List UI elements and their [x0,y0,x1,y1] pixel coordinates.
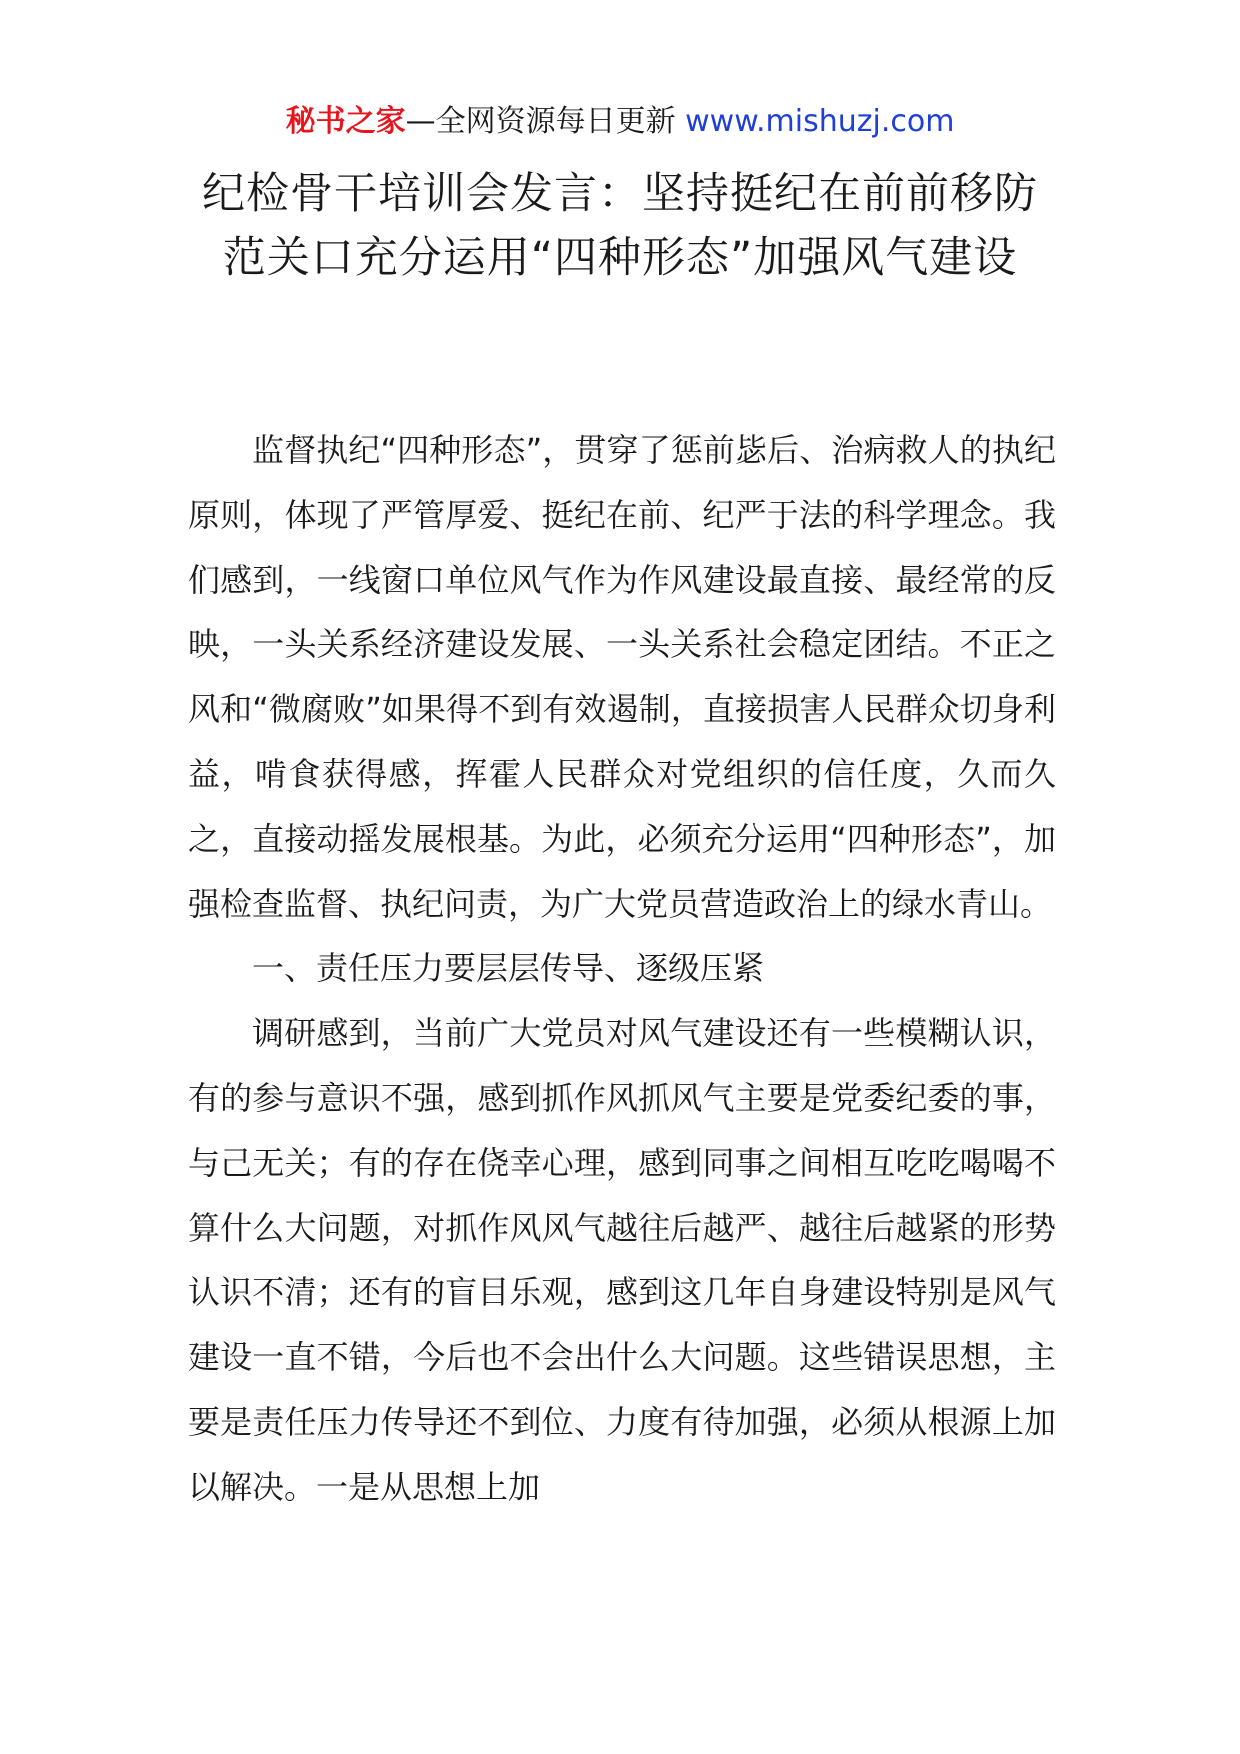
intro-paragraph: 监督执纪“四种形态”，贯穿了惩前毖后、治病救人的执纪原则，体现了严管厚爱、挺纪在前、纪严于法的科学理念。我们感到，一线窗口单位风气作为作风建设最直接、最经常的反映，一头关系经济建设发展、一头关系社会稳定团结。不正之风和“微腐败”如果得不到有效遏制，直接损害人民群众切身利益，啃食获得感，挥霍人民群众对党组织的信任度，久而久之，直接动摇发展根基。为此，必须充分运用“四种形态”，加强检查监督、执纪问责，为广大党员营造政治上的绿水青山。 [188,431,1056,923]
site-url-link[interactable]: www.mishuzj.com [685,104,955,139]
document-body [188,418,1056,1520]
section-paragraph: 调研感到，当前广大党员对风气建设还有一些模糊认识，有的参与意识不强，感到抓作风抓风气主要是党委纪委的事，与己无关；有的存在侥幸心理，感到同事之间相互吃吃喝喝不算什么大问题，对抓作风风气越往后越严、越往后越紧的形势认识不清；还有的盲目乐观，感到这几年自身建设特别是风气建设一直不错，今后也不会出什么大问题。这些错误思想，主要是责任压力传导还不到位、力度有待加强，必须从根源上加以解决。一是从思想上加 [188,1014,1056,1506]
header-tagline: —全网资源每日更新 [405,104,686,139]
brand-name: 秘书之家 [285,104,406,139]
site-header [0,100,1240,144]
document-title: 纪检骨干培训会发言：坚持挺纪在前前移防范关口充分运用“四种形态”加强风气建设 [202,169,1038,283]
section-heading: 一、责任压力要层层传导、逐级压紧 [252,949,765,988]
